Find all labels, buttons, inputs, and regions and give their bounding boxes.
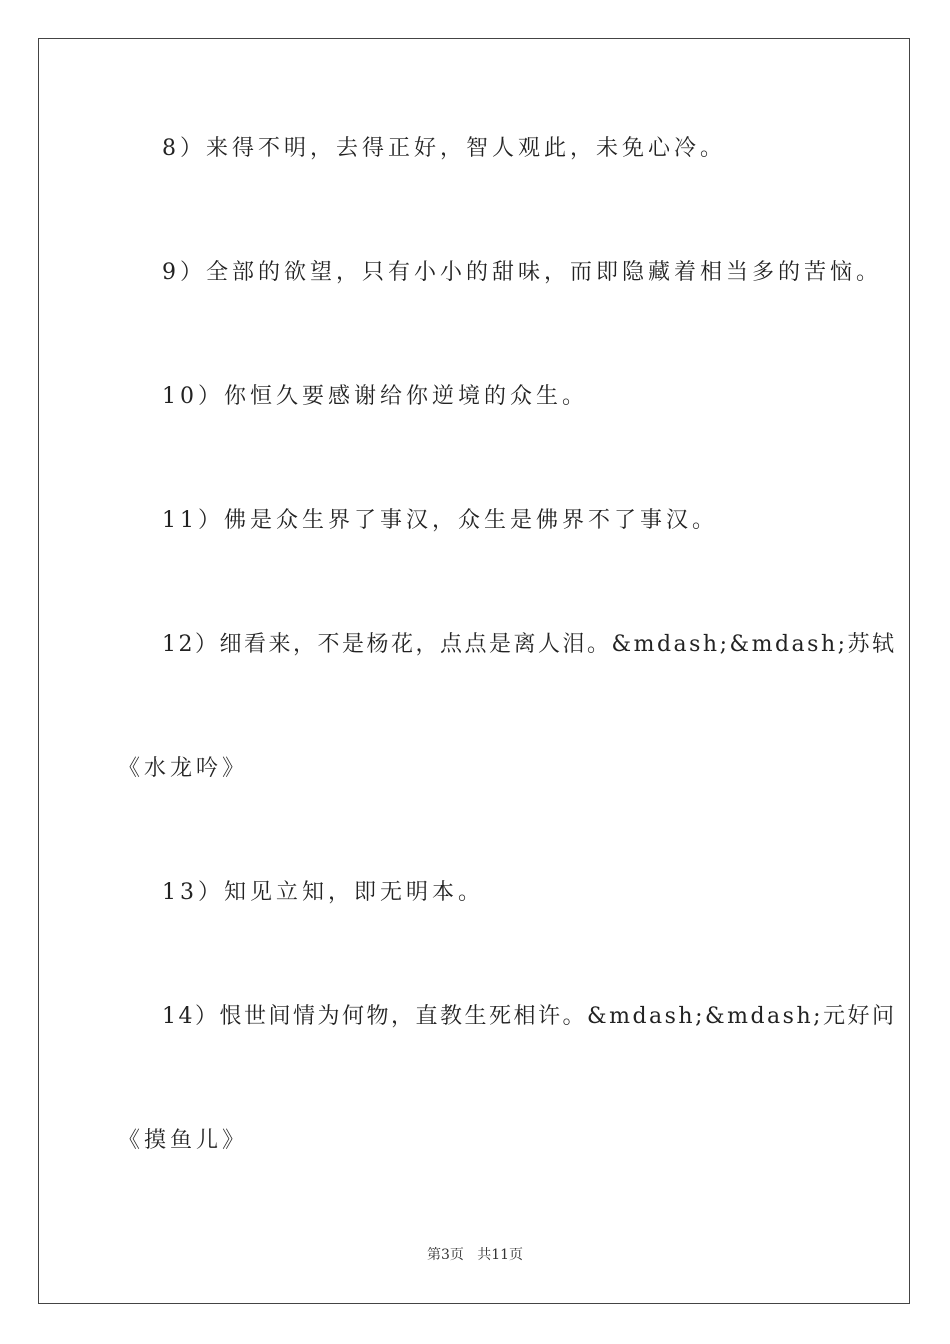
quote-line-12-source: 《水龙吟》 — [118, 756, 249, 781]
quote-line-10: 10）你恒久要感谢给你逆境的众生。 — [162, 384, 588, 409]
quote-line-13: 13）知见立知，即无明本。 — [162, 880, 484, 905]
quote-line-11: 11）佛是众生界了事汉，众生是佛界不了事汉。 — [162, 508, 718, 533]
quote-line-9: 9）全部的欲望，只有小小的甜味，而即隐藏着相当多的苦恼。 — [162, 260, 882, 285]
quote-line-12: 12）细看来，不是杨花，点点是离人泪。&mdash;&mdash;苏轼 — [162, 632, 897, 657]
quote-line-8: 8）来得不明，去得正好，智人观此，未免心冷。 — [162, 136, 726, 161]
quote-line-14: 14）恨世间情为何物，直教生死相许。&mdash;&mdash;元好问 — [162, 1004, 897, 1029]
page-footer: 第3页 共11页 — [426, 1247, 524, 1263]
quote-line-14-source: 《摸鱼儿》 — [118, 1128, 249, 1153]
page-border — [38, 38, 910, 1304]
